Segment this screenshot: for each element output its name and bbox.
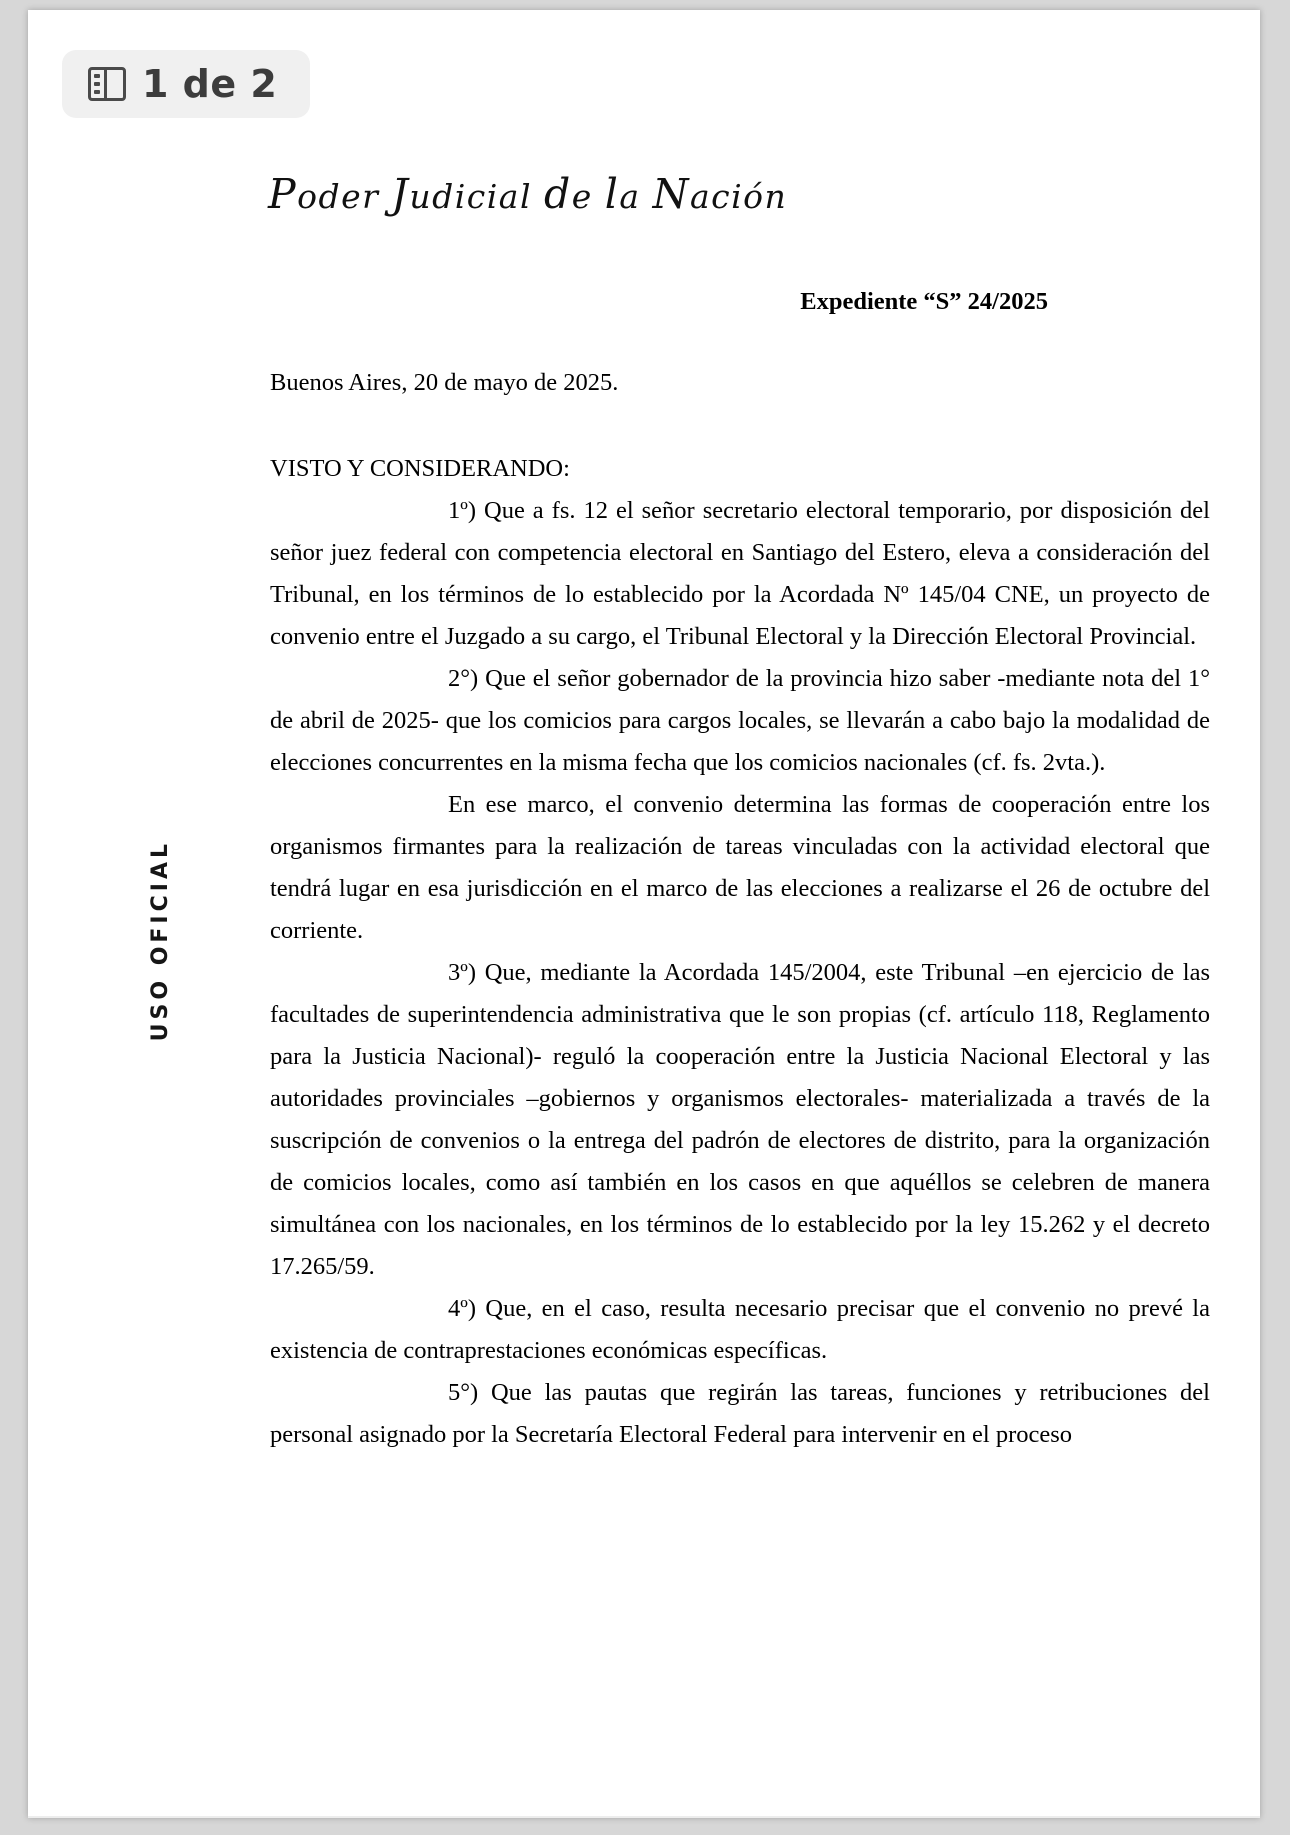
file-number: Expediente “S” 24/2025 (800, 288, 1048, 315)
paragraph-2: 2°) Que el señor gobernador de la provincia hizo saber -mediante nota del 1° de abril de 2025- que los comicios para cargos locales, se llevarán a cabo bajo la modalidad de elecciones concurrentes en la misma fecha que los comicios nacionales (cf. fs. 2vta.). (270, 665, 1210, 776)
paragraph-1: 1º) Que a fs. 12 el señor secretario electoral temporario, por disposición del señor juez federal con competencia electoral en Santiago del Estero, eleva a consideración del Tribunal, en los términos de lo establecido por la Acordada Nº 145/04 CNE, un proyecto de convenio entre el Juzgado a su cargo, el Tribunal Electoral y la Dirección Electoral Provincial. (270, 497, 1210, 650)
page-indicator-label: 1 de 2 (142, 62, 278, 106)
page-bottom-edge (28, 1816, 1260, 1818)
place-and-date: Buenos Aires, 20 de mayo de 2025. (270, 369, 619, 396)
section-heading: VISTO Y CONSIDERANDO: (270, 455, 570, 482)
letterhead: Poder Judicial de la Nación (268, 170, 788, 218)
paragraph-5: 4º) Que, en el caso, resulta necesario precisar que el convenio no prevé la existencia de contraprestaciones económicas específicas. (270, 1295, 1210, 1364)
paragraph-4: 3º) Que, mediante la Acordada 145/2004, este Tribunal –en ejercicio de las facultades de superintendencia administrativa que le son propias (cf. artículo 118, Reglamento para la Justicia Nacional)- reguló la cooperación entre la Justicia Nacional Electoral y las autoridades provinciales –gobiernos y organismos electorales- materializada a través de la suscripción de convenios o la entrega del padrón de electores de distrito, para la organización de comicios locales, como así también en los casos en que aquéllos se celebren de manera simultánea con los nacionales, en los términos de lo establecido por la ley 15.262 y el decreto 17.265/59. (270, 959, 1210, 1280)
document-body (270, 362, 1210, 1456)
page-indicator[interactable] (62, 50, 310, 118)
uso-oficial-stamp: USO OFICIAL (148, 840, 173, 1042)
spacer (270, 404, 1210, 448)
paragraph-6: 5°) Que las pautas que regirán las tareas, funciones y retribuciones del personal asignado por la Secretaría Electoral Federal para intervenir en el proceso (270, 1379, 1210, 1448)
document-page (28, 10, 1260, 1818)
paragraph-3: En ese marco, el convenio determina las formas de cooperación entre los organismos firmantes para la realización de tareas vinculadas con la actividad electoral que tendrá lugar en esa jurisdicción en el marco de las elecciones a realizarse el 26 de octubre del corriente. (270, 791, 1210, 944)
page-view-icon (88, 67, 126, 101)
